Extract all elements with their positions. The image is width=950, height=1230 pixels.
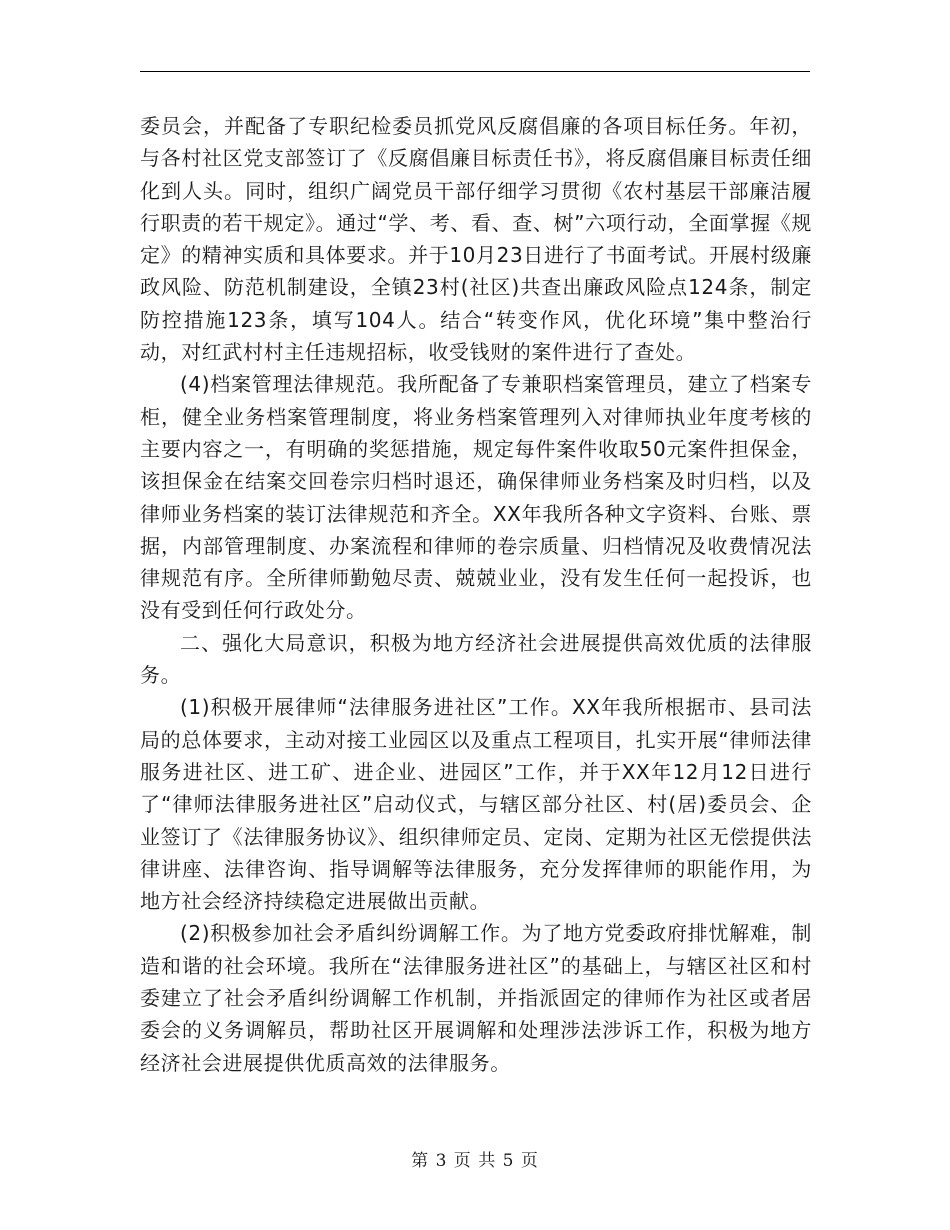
page-number-footer: 第 3 页 共 5 页	[411, 1151, 539, 1171]
paragraph-legal-service-community: (1)积极开展律师“法律服务进社区”工作。XX年我所根据市、县司法局的总体要求，主动对接工业园区以及重点工程项目，扎实开展“律师法律服务进社区、进工矿、进企业、进园区”工作，并于XX年12月12日进行了“律师法律服务进社区”启动仪式，与辖区部分社区、村(居)委员会、企业签订了《法律服务协议》、组织律师定员、定岗、定期为社区无偿提供法律讲座、法律咨询、指导调解等法律服务，充分发挥律师的职能作用，为地方社会经济持续稳定进展做出贡献。	[140, 695, 812, 914]
document-body	[140, 110, 812, 1079]
section-heading-two: 二、强化大局意识，积极为地方经济社会进展提供高效优质的法律服务。	[140, 630, 812, 688]
paragraph-dispute-mediation: (2)积极参加社会矛盾纠纷调解工作。为了地方党委政府排忧解难，制造和谐的社会环境。我所在“法律服务进社区”的基础上，与辖区社区和村委建立了社会矛盾纠纷调解工作机制，并指派固定的律师作为社区或者居委会的义务调解员，帮助社区开展调解和处理涉法涉诉工作，积极为地方经济社会进展提供优质高效的法律服务。	[140, 921, 812, 1075]
paragraph-archive-management: (4)档案管理法律规范。我所配备了专兼职档案管理员，建立了档案专柜，健全业务档案管理制度，将业务档案管理列入对律师执业年度考核的主要内容之一，有明确的奖惩措施，规定每件案件收取50元案件担保金，该担保金在结案交回卷宗归档时退还，确保律师业务档案及时归档，以及律师业务档案的装订法律规范和齐全。XX年我所各种文字资料、台账、票据，内部管理制度、办案流程和律师的卷宗质量、归档情况及收费情况法律规范有序。全所律师勤勉尽责、兢兢业业，没有发生任何一起投诉，也没有受到任何行政处分。	[140, 372, 812, 623]
paragraph-anti-corruption: 委员会，并配备了专职纪检委员抓党风反腐倡廉的各项目标任务。年初，与各村社区党支部签订了《反腐倡廉目标责任书》，将反腐倡廉目标责任细化到人头。同时，组织广阔党员干部仔细学习贯彻《农村基层干部廉洁履行职责的若干规定》。通过“学、考、看、查、树”六项行动，全面掌握《规定》的精神实质和具体要求。并于10月23日进行了书面考试。开展村级廉政风险、防范机制建设，全镇23村(社区)共查出廉政风险点124条，制定防控措施123条，填写104人。结合“转变作风，优化环境”集中整治行动，对红武村村主任违规招标，收受钱财的案件进行了查处。	[140, 114, 812, 365]
header-rule	[140, 71, 810, 72]
